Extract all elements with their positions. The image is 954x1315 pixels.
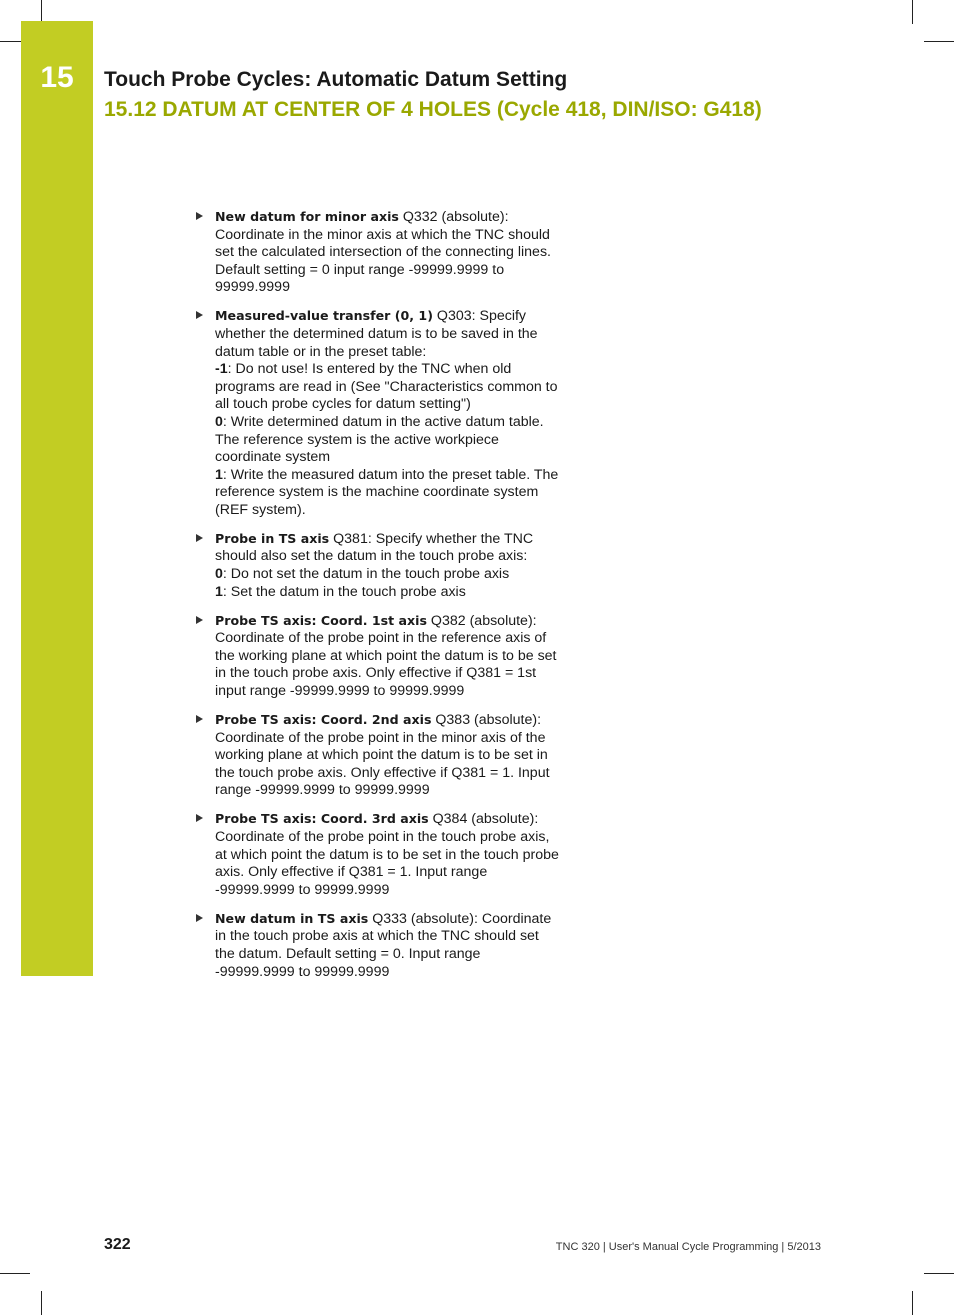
parameter-description: Q381: Specify whether the TNC should also set the datum in the touch probe axis: (215, 530, 534, 565)
option-value: 1 (215, 583, 223, 600)
crop-mark (0, 1273, 30, 1274)
triangle-bullet-icon (196, 311, 203, 319)
parameter-item (194, 612, 559, 701)
crop-mark (912, 1291, 913, 1315)
parameter-description: Q384 (absolute): Coordinate of the probe point in the touch probe axis, at which point the datum is to be set in the touch probe axis. Only effective if Q381 = 1. Input range -99999.9999 to 99999.9999 (215, 811, 559, 898)
parameter-description: Q333 (absolute): Coordinate in the touch probe axis at which the TNC should set the datum. Default setting = 0. Input range -99999.9999 to 99999.9999 (215, 910, 552, 980)
parameter-item (194, 208, 559, 297)
option-value: 1 (215, 466, 223, 483)
parameter-item (194, 711, 559, 800)
parameter-item (194, 810, 559, 899)
parameter-name: Probe TS axis: Coord. 1st axis (215, 612, 427, 628)
option-line (215, 361, 559, 414)
option-value: 0 (215, 413, 223, 430)
option-text: : Do not set the datum in the touch probe axis (222, 566, 510, 583)
parameter-item (194, 307, 559, 519)
triangle-bullet-icon (196, 616, 203, 624)
option-text: : Do not use! Is entered by the TNC when old programs are read in (See "Characteristics common to all touch probe cycles for datum setting") (215, 361, 558, 413)
triangle-bullet-icon (196, 715, 203, 723)
option-text: : Write the measured datum into the preset table. The reference system is the machine coordinate system (REF system). (215, 466, 559, 518)
parameter-name: New datum in TS axis (215, 910, 369, 926)
parameter-description: Q383 (absolute): Coordinate of the probe point in the minor axis of the working plane at which point the datum is to be set in the touch probe axis. Only effective if Q381 = 1. Input range -99999.9999 to 99999.9999 (215, 712, 550, 799)
parameter-name: Measured-value transfer (0, 1) (215, 308, 433, 324)
parameter-description: Q382 (absolute): Coordinate of the probe point in the reference axis of the working plane at which point the datum is to be set in the touch probe axis. Only effective if Q381 = 1st input range -99999.9999 to 99999.9999 (215, 612, 557, 700)
option-line (215, 566, 559, 584)
crop-mark (924, 1273, 954, 1274)
option-text: : Set the datum in the touch probe axis (222, 583, 466, 600)
chapter-number: 15 (40, 61, 74, 94)
option-text: : Write determined datum in the active datum table. The reference system is the active workpiece coordinate system (215, 413, 544, 466)
footer-text: TNC 320 | User's Manual Cycle Programming | 5/2013 (555, 1241, 821, 1253)
crop-mark (41, 1291, 42, 1315)
triangle-bullet-icon (196, 534, 203, 542)
triangle-bullet-icon (196, 814, 203, 822)
chapter-sidebar (21, 21, 93, 976)
parameter-item (194, 530, 559, 601)
option-line (215, 584, 559, 602)
parameter-item (194, 910, 559, 981)
option-line (215, 467, 559, 520)
parameter-name: New datum for minor axis (215, 209, 399, 224)
chapter-title: Touch Probe Cycles: Automatic Datum Setting (104, 68, 568, 91)
parameter-description: Q332 (absolute): Coordinate in the minor axis at which the TNC should set the calculated intersection of the connecting lines. Default setting = 0 input range -99999.9999 to 99999.9999 (215, 209, 551, 296)
page-number: 322 (104, 1236, 131, 1253)
option-value: 0 (215, 566, 223, 583)
parameter-name: Probe in TS axis (215, 530, 330, 546)
crop-mark (912, 0, 913, 24)
parameter-description: Q303: Specify whether the determined datum is to be saved in the datum table or in the preset table: (215, 308, 538, 360)
triangle-bullet-icon (196, 212, 203, 220)
triangle-bullet-icon (196, 914, 203, 922)
parameter-name: Probe TS axis: Coord. 3rd axis (215, 811, 429, 827)
section-title: 15.12 DATUM AT CENTER OF 4 HOLES (Cycle 418, DIN/ISO: G418) (104, 98, 762, 121)
parameter-name: Probe TS axis: Coord. 2nd axis (215, 712, 432, 727)
crop-mark (924, 41, 954, 42)
option-line (215, 414, 559, 467)
parameter-list (194, 208, 559, 991)
option-value: -1 (215, 361, 228, 378)
